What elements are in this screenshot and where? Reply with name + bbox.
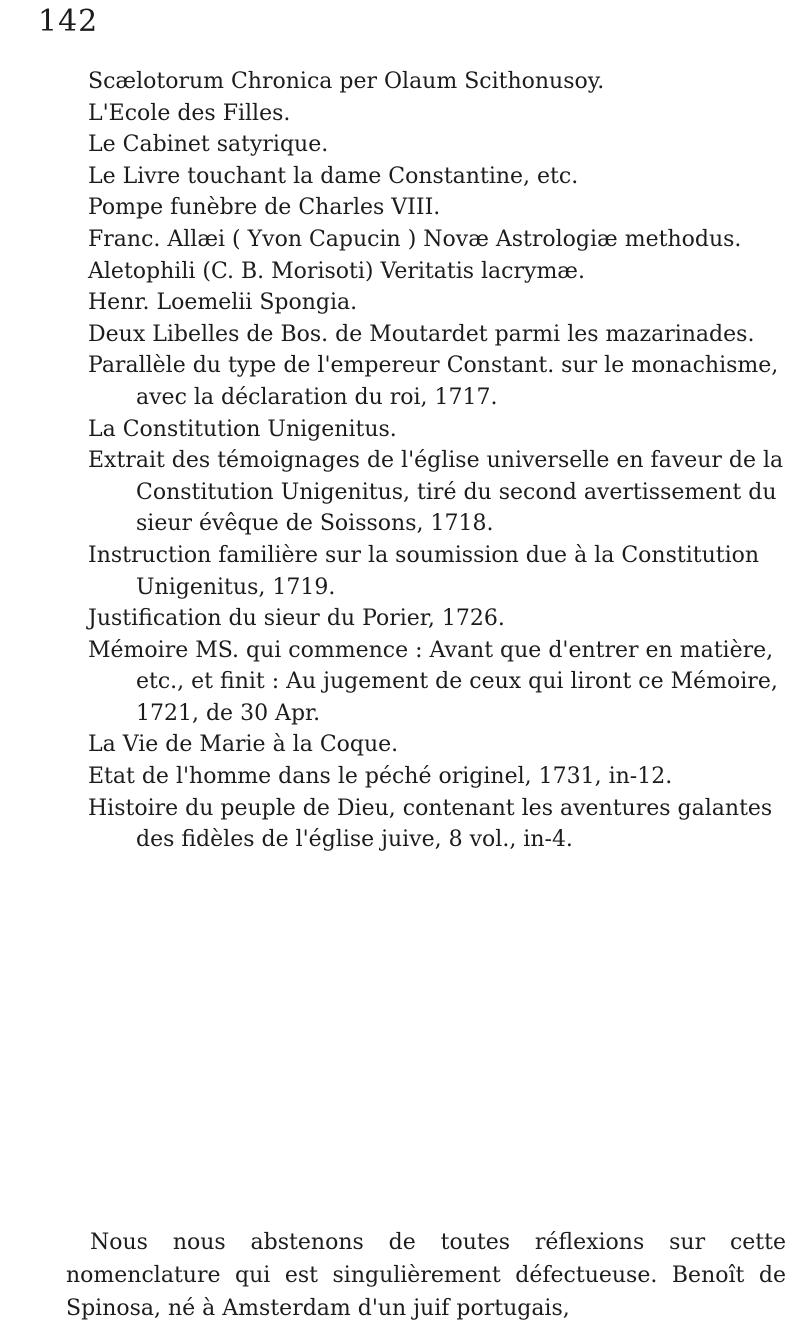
list-item: Histoire du peuple de Dieu, contenant les aventures galantes des fidèles de l'église juive, 8 vol., in-4. xyxy=(88,795,773,853)
list-item: La Vie de Marie à la Coque. xyxy=(88,732,399,758)
list-item: Justification du sieur du Porier, 1726. xyxy=(88,606,505,632)
list-item: Etat de l'homme dans le péché originel, 1731, in-12. xyxy=(88,764,673,790)
list-item: Le Livre touchant la dame Constantine, etc. xyxy=(88,163,579,189)
list-item: Extrait des témoignages de l'église universelle en faveur de la Constitution Unigenitus, tiré du second avertissement du sieur évêque de Soissons, 1718. xyxy=(88,448,784,537)
page-number: 142 xyxy=(38,4,99,39)
list-item: Pompe funèbre de Charles VIII. xyxy=(88,195,441,221)
list-item: Henr. Loemelii Spongia. xyxy=(88,290,358,316)
list-item: Scælotorum Chronica per Olaum Scithonusoy. xyxy=(88,69,605,94)
list-item: Mémoire MS. qui commence : Avant que d'entrer en matière, etc., et finit : Au jugement de ceux qui liront ce Mémoire, 1721, de 30 Apr. xyxy=(88,637,778,726)
list-item: La Constitution Unigenitus. xyxy=(88,416,397,442)
list-item: Deux Libelles de Bos. de Moutardet parmi les mazarinades. xyxy=(88,321,755,347)
list-item: Franc. Allæi ( Yvon Capucin ) Novæ Astrologiæ methodus. xyxy=(88,226,742,252)
bibliography-list xyxy=(88,66,788,856)
closing-paragraph: Nous nous abstenons de toutes réflexions sur cette nomenclature qui est singulièrement défectueuse. Benoît de Spinosa, né à Amsterdam d'un juif portugais, xyxy=(66,1230,786,1321)
list-item: Instruction familière sur la soumission due à la Constitution Unigenitus, 1719. xyxy=(88,542,760,600)
list-item: Parallèle du type de l'empereur Constant. sur le monachisme, avec la déclaration du roi, 1717. xyxy=(88,353,779,410)
list-item: Aletophili (C. B. Morisoti) Veritatis lacrymæ. xyxy=(88,258,585,284)
list-item: L'Ecole des Filles. xyxy=(88,100,291,126)
list-item: Le Cabinet satyrique. xyxy=(88,132,329,158)
